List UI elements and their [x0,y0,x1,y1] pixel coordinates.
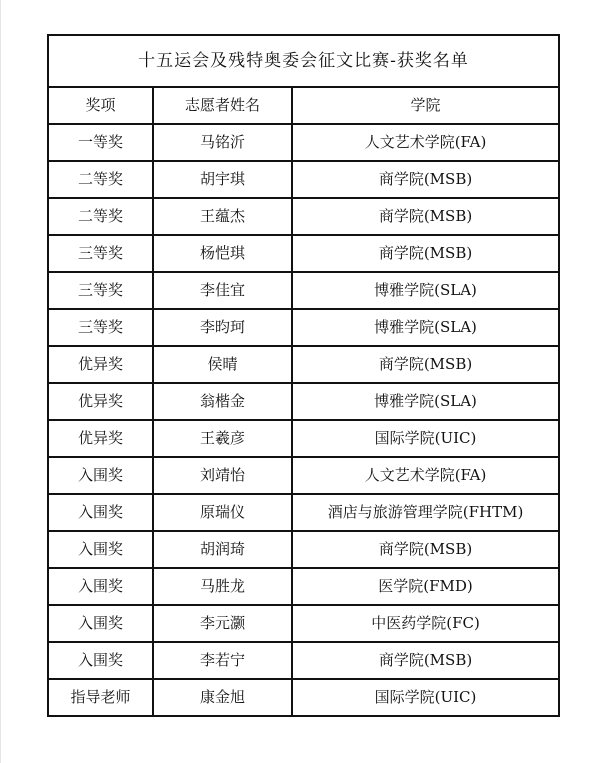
college-cell: 中医药学院(FC) [292,605,559,642]
table-row [48,679,559,716]
table-row [48,309,559,346]
name-cell: 马胜龙 [153,568,292,605]
award-cell: 入围奖 [48,605,153,642]
college-cell: 商学院(MSB) [292,346,559,383]
table-row [48,457,559,494]
award-cell: 优异奖 [48,346,153,383]
college-cell: 商学院(MSB) [292,161,559,198]
table-title: 十五运会及残特奥委会征文比赛-获奖名单 [48,35,559,87]
name-cell: 李昀珂 [153,309,292,346]
award-cell: 优异奖 [48,420,153,457]
name-cell: 李若宁 [153,642,292,679]
college-cell: 商学院(MSB) [292,642,559,679]
name-cell: 原瑞仪 [153,494,292,531]
college-cell: 博雅学院(SLA) [292,309,559,346]
name-cell: 康金旭 [153,679,292,716]
college-cell: 博雅学院(SLA) [292,272,559,309]
award-cell: 三等奖 [48,272,153,309]
award-cell: 二等奖 [48,161,153,198]
award-cell: 三等奖 [48,309,153,346]
award-cell: 三等奖 [48,235,153,272]
award-cell: 优异奖 [48,383,153,420]
name-cell: 侯晴 [153,346,292,383]
table-row [48,198,559,235]
college-cell: 商学院(MSB) [292,235,559,272]
award-cell: 入围奖 [48,457,153,494]
award-cell: 入围奖 [48,494,153,531]
table-row [48,272,559,309]
award-cell: 入围奖 [48,642,153,679]
name-cell: 马铭沂 [153,124,292,161]
header-award: 奖项 [48,87,153,124]
table-row [48,161,559,198]
name-cell: 杨恺琪 [153,235,292,272]
college-cell: 人文艺术学院(FA) [292,457,559,494]
table-row [48,346,559,383]
college-cell: 博雅学院(SLA) [292,383,559,420]
header-name: 志愿者姓名 [153,87,292,124]
name-cell: 翁楷金 [153,383,292,420]
college-cell: 酒店与旅游管理学院(FHTM) [292,494,559,531]
college-cell: 人文艺术学院(FA) [292,124,559,161]
table-row [48,494,559,531]
college-cell: 国际学院(UIC) [292,679,559,716]
table-row [48,531,559,568]
college-cell: 国际学院(UIC) [292,420,559,457]
award-cell: 指导老师 [48,679,153,716]
college-cell: 商学院(MSB) [292,531,559,568]
award-cell: 二等奖 [48,198,153,235]
award-cell: 入围奖 [48,531,153,568]
college-cell: 医学院(FMD) [292,568,559,605]
table-row [48,124,559,161]
college-cell: 商学院(MSB) [292,198,559,235]
name-cell: 王羲彦 [153,420,292,457]
award-cell: 一等奖 [48,124,153,161]
table-row [48,235,559,272]
table-row [48,420,559,457]
name-cell: 李佳宜 [153,272,292,309]
header-row [48,87,559,124]
title-row [48,35,559,87]
name-cell: 王蕴杰 [153,198,292,235]
table-row [48,642,559,679]
name-cell: 胡润琦 [153,531,292,568]
name-cell: 刘靖怡 [153,457,292,494]
name-cell: 李元灏 [153,605,292,642]
header-college: 学院 [292,87,559,124]
table-row [48,605,559,642]
table-row [48,568,559,605]
name-cell: 胡宇琪 [153,161,292,198]
table-row [48,383,559,420]
award-cell: 入围奖 [48,568,153,605]
award-list-table [47,34,560,717]
